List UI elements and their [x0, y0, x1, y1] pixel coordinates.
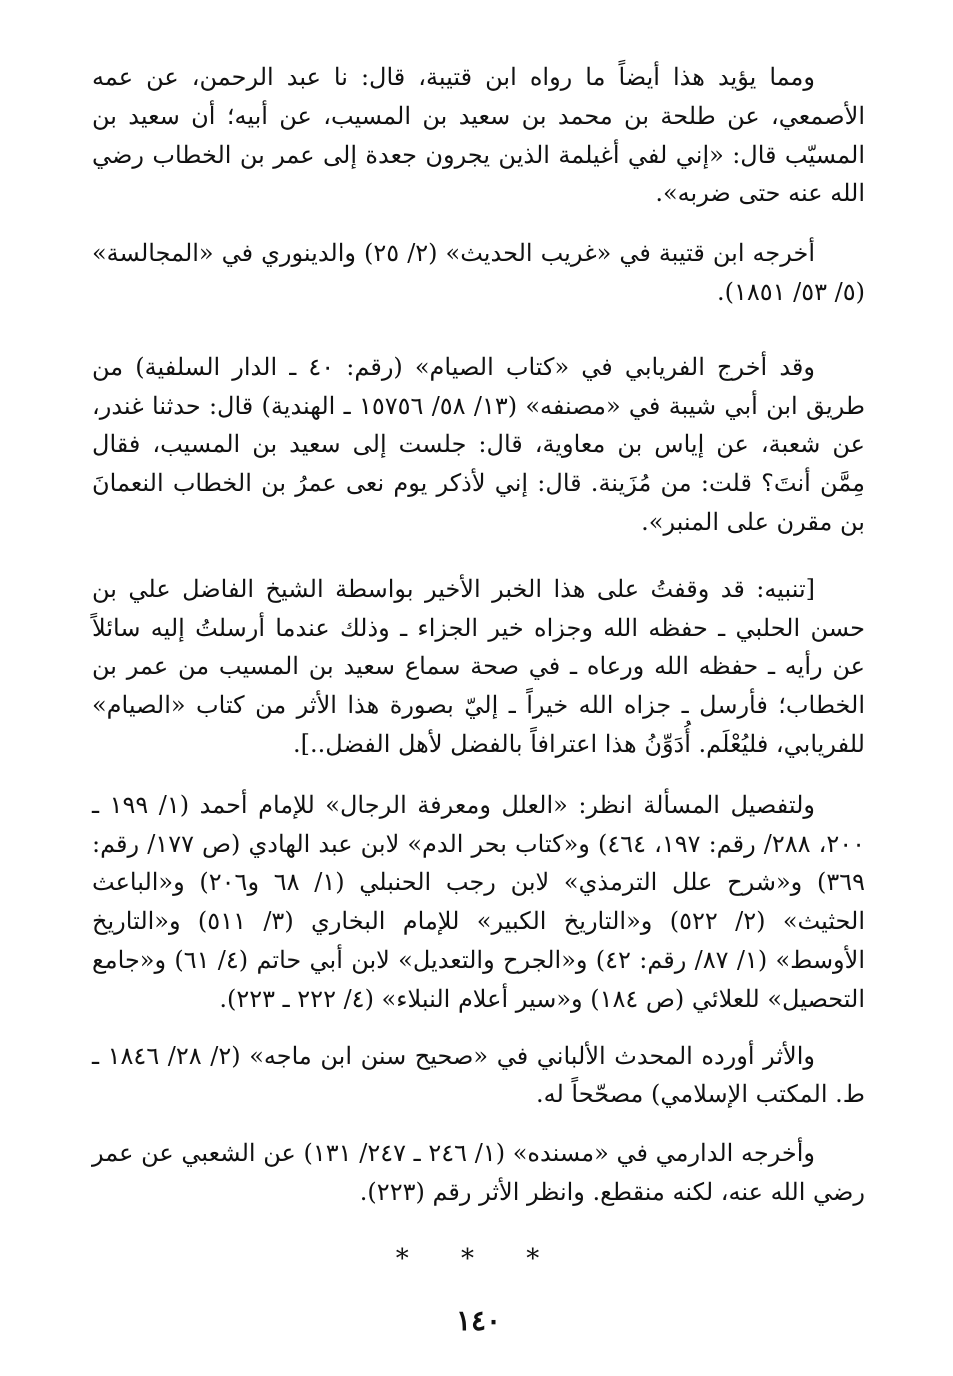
page-number: ١٤٠ [455, 1303, 502, 1337]
paragraph-albani: والأثر أورده المحدث الألباني في «صحيح سنن ابن ماجه» (٢/ ٢٨/ ١٨٤٦ ـ ط. المكتب الإسلامي) مصحّحاً له. [92, 1041, 865, 1109]
paragraph-takhrij-ibn-qutaybah: أخرجه ابن قتيبة في «غريب الحديث» (٢/ ٢٥) والدينوري في «المجالسة» (٥/ ٥٣/ ١٨٥١). [92, 239, 865, 306]
paragraph-darimi: وأخرجه الدارمي في «مسنده» (١/ ٢٤٦ ـ ٢٤٧/ ١٣١) عن الشعبي عن عمر رضي الله عنه، لكنه منقطع. وانظر الأثر رقم (٢٢٣). [92, 1139, 865, 1206]
section-separator: * * * [395, 1243, 562, 1274]
paragraph-faryabi-narration: وقد أخرج الفريابي في «كتاب الصيام» (رقم: ٤٠ ـ الدار السلفية) من طريق ابن أبي شيبة في «مصنفه» (١٣/ ٥٨/ ١٥٧٥٦ ـ الهندية) قال: حدثنا غندر، عن شعبة، عن إياس بن معاوية، قال: جلست إلى سعيد بن المسيب، فقال مِمَّن أنتَ؟ قلت: من مُزَينة. قال: إني لأذكر يوم نعى عمرُ بن الخطاب النعمانَ بن مقرن على المنبر». [92, 352, 866, 536]
paragraph-ibn-qutaybah-narration: ومما يؤيد هذا أيضاً ما رواه ابن قتيبة، قال: نا عبد الرحمن، عن عمه الأصمعي، عن طلحة بن محمد بن سعيد بن المسيب، عن أبيه؛ أن سعيد بن المسيّب قال: «إني لفي أغيلمة الذين يجرون جعدة إلى عمر بن الخطاب رضي الله عنه حتى ضربه». [92, 63, 865, 208]
paragraph-note-tanbih: [تنبيه: قد وقفتُ على هذا الخبر الأخير بواسطة الشيخ الفاضل علي بن حسن الحلبي ـ حفظه الله وجزاه خير الجزاء ـ وذلك عندما أرسلتُ إليه سائلاً عن رأيه ـ حفظه الله ورعاه ـ في صحة سماع سعيد بن المسيب من عمر بن الخطاب؛ فأرسل ـ جزاه الله خيراً ـ إليّ بصورة هذا الأثر من كتاب «الصيام» للفريابي، فليُعْلَم. أُدَوِّنُ هذا اعترافاً بالفضل لأهل الفضل..]. [92, 574, 865, 758]
paragraph-references: ولتفصيل المسألة انظر: «العلل ومعرفة الرجال» للإمام أحمد (١/ ١٩٩ ـ ٢٠٠، ٢٨٨/ رقم: ١٩٧، ٤٦٤) و«كتاب بحر الدم» لابن عبد الهادي (ص ١٧٧/ رقم: ٣٦٩) و«شرح علل الترمذي» لابن رجب الحنبلي (١/ ٦٨ و٢٠٦) و«الباعث الحثيث» (٢/ ٥٢٢) و«التاريخ الكبير» للإمام البخاري (٣/ ٥١١) و«التاريخ الأوسط» (١/ ٨٧/ رقم: ٤٢) و«الجرح والتعديل» لابن أبي حاتم (٤/ ٦١) و«جامع التحصيل» للعلائي (ص ١٨٤) و«سير أعلام النبلاء» (٤/ ٢٢٢ ـ ٢٢٣). [92, 790, 866, 1013]
